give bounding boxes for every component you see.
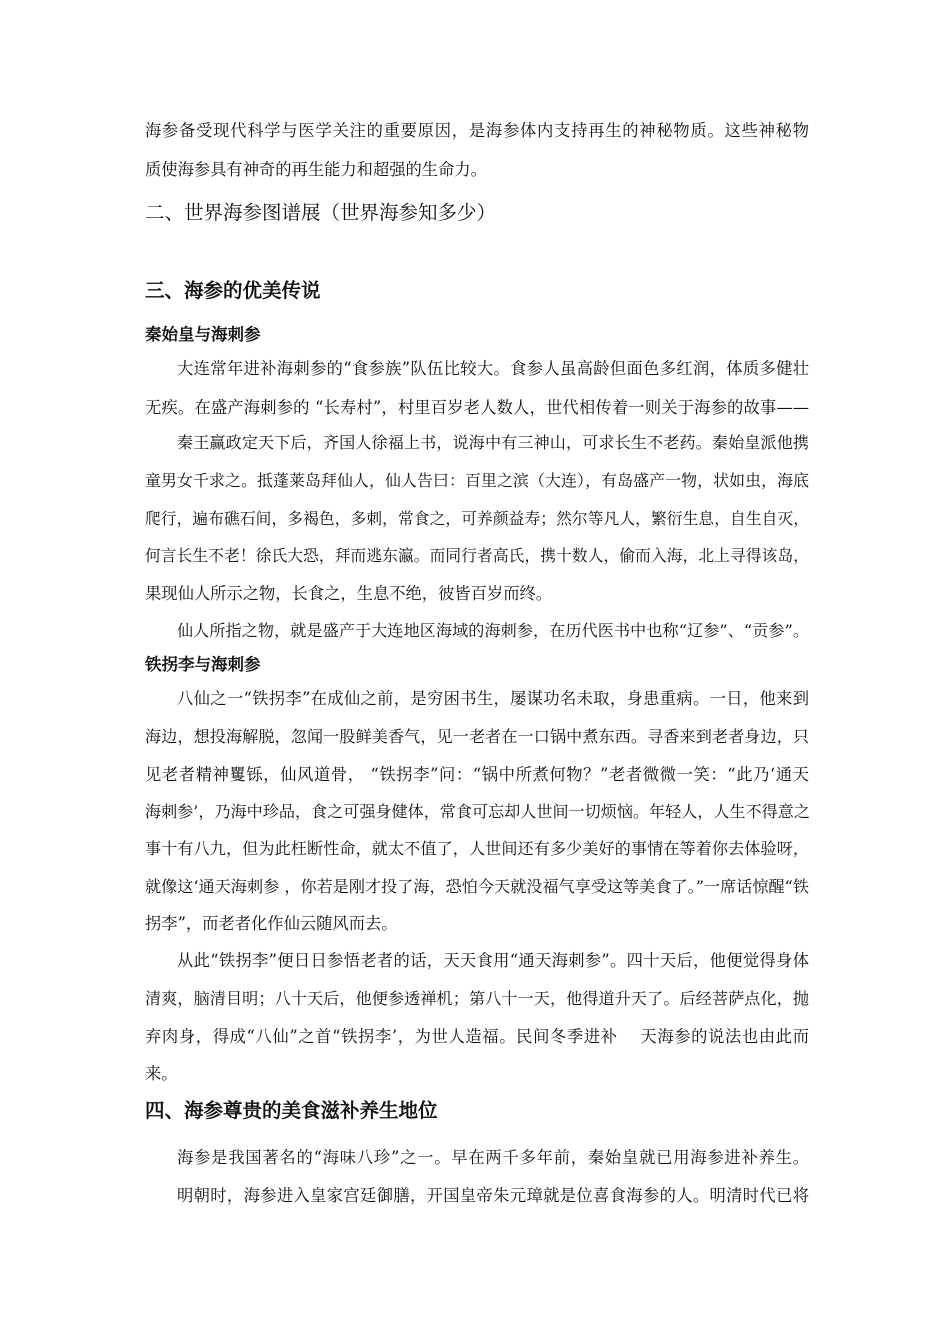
story-1-line-3: 秦王赢政定天下后，齐国人徐福上书，说海中有三神山，可求长生不老药。秦始皇派他携	[177, 433, 809, 452]
story-2-line-7: 拐李”，而老者化作仙云随风而去。	[145, 914, 398, 933]
section-4-line-1: 海参是我国著名的“海味八珍”之一。早在两千多年前，秦始皇就已用海参进补养生。	[177, 1148, 809, 1167]
section-2-heading: 二、世界海参图谱展（世界海参知多少）	[145, 201, 497, 224]
story-2-line-10: 弃肉身，得成“八仙”之首“铁拐李’，为世人造福。民间冬季进补 天海参的说法也由此而	[145, 1027, 809, 1046]
story-2-line-5: 事十有八九，但为此枉断性命，就太不值了，人世间还有多少美好的事情在等着你去体验呀，	[145, 839, 809, 858]
story-1-line-4: 童男女千求之。抵蓬莱岛拜仙人，仙人告曰：百里之滨（大连），有岛盛产一物，状如虫，海底	[145, 471, 809, 490]
story-2-line-3: 见老者精神矍铄，仙风道骨， “铁拐李”问：“锅中所煮何物？”老者微微一笑：“此乃‘通天	[145, 765, 809, 784]
section-3-heading: 三、海参的优美传说	[145, 279, 321, 302]
story-2-line-6: 就像这‘通天海刺参 ，你若是刚才投了海，恐怕今天就没福气享受这等美食了。”一席话惊醒“铁	[145, 877, 809, 896]
story-2-title: 铁拐李与海刺参	[145, 655, 261, 674]
story-1-line-1: 大连常年进补海刺参的“食参族”队伍比较大。食参人虽高龄但面色多红润，体质多健壮	[177, 359, 809, 378]
section-4-heading: 四、海参尊贵的美食滋补养生地位	[145, 1099, 438, 1122]
story-2-line-9: 清爽，脑清目明；八十天后，他便参透禅机；第八十一天，他得道升天了。后经菩萨点化，抛	[145, 989, 809, 1008]
story-1-line-6: 何言长生不老！徐氏大恐，拜而逃东瀛。而同行者高氏，携十数人，偷而入海，北上寻得该岛，	[145, 546, 809, 565]
story-2-line-1: 八仙之一“铁拐李”在成仙之前，是穷困书生，屡谋功名未取，身患重病。一日，他来到	[177, 689, 809, 708]
section-4-line-2: 明朝时，海参进入皇家宫廷御膳，开国皇帝朱元璋就是位喜食海参的人。明清时代已将	[177, 1186, 809, 1205]
story-1-line-7: 果现仙人所示之物，长食之，生息不绝，彼皆百岁而终。	[145, 584, 553, 603]
story-2-line-8: 从此“铁拐李”便日日参悟老者的话，天天食用“通天海刺参”。四十天后，他便觉得身体	[177, 951, 809, 970]
story-1-title: 秦始皇与海刺参	[145, 325, 261, 344]
story-1-line-8: 仙人所指之物，就是盛产于大连地区海域的海刺参，在历代医书中也称“辽参”、“贡参”。	[177, 621, 809, 640]
intro-line-2: 质使海参具有神奇的再生能力和超强的生命力。	[145, 160, 487, 179]
story-2-line-2: 海边，想投海解脱，忽闻一股鲜美香气，见一老者在一口锅中煮东西。寻香来到老者身边，只	[145, 727, 809, 746]
story-1-line-2: 无疾。在盛产海刺参的 “长寿村”，村里百岁老人数人，世代相传着一则关于海参的故事——	[145, 398, 809, 417]
story-2-line-4: 海刺参’，乃海中珍品，食之可强身健体，常食可忘却人世间一切烦恼。年轻人，人生不得意之	[145, 802, 810, 821]
story-1-line-5: 爬行，遍布礁石间，多褐色，多刺，常食之，可养颜益寿；然尔等凡人，繁衍生息，自生自灭，	[145, 509, 809, 528]
intro-line-1: 海参备受现代科学与医学关注的重要原因，是海参体内支持再生的神秘物质。这些神秘物	[145, 121, 809, 140]
story-2-line-11: 来。	[145, 1064, 178, 1083]
